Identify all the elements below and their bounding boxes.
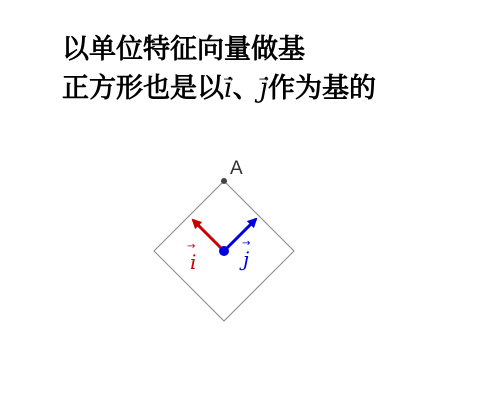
origin-point xyxy=(219,246,229,256)
vector-i-label-arrow: → xyxy=(187,241,196,252)
title-line-2-prefix: 正方形也是以 xyxy=(62,73,224,104)
title-line-1: 以单位特征向量做基 xyxy=(62,34,305,65)
vector-j-label: j xyxy=(243,247,250,271)
vector-j-arrow xyxy=(224,219,256,251)
title-line-2-suffix: 作为基的 xyxy=(268,73,377,104)
title-vector-i: → i xyxy=(224,69,233,108)
vector-i-label: i xyxy=(190,250,197,274)
title-separator: 、 xyxy=(232,73,260,104)
title-vector-j: → j xyxy=(260,69,268,108)
vector-i-arrow xyxy=(193,220,224,251)
vector-j-label-arrow: → xyxy=(242,238,251,249)
point-a-label: A xyxy=(230,158,243,179)
point-a xyxy=(221,178,227,184)
